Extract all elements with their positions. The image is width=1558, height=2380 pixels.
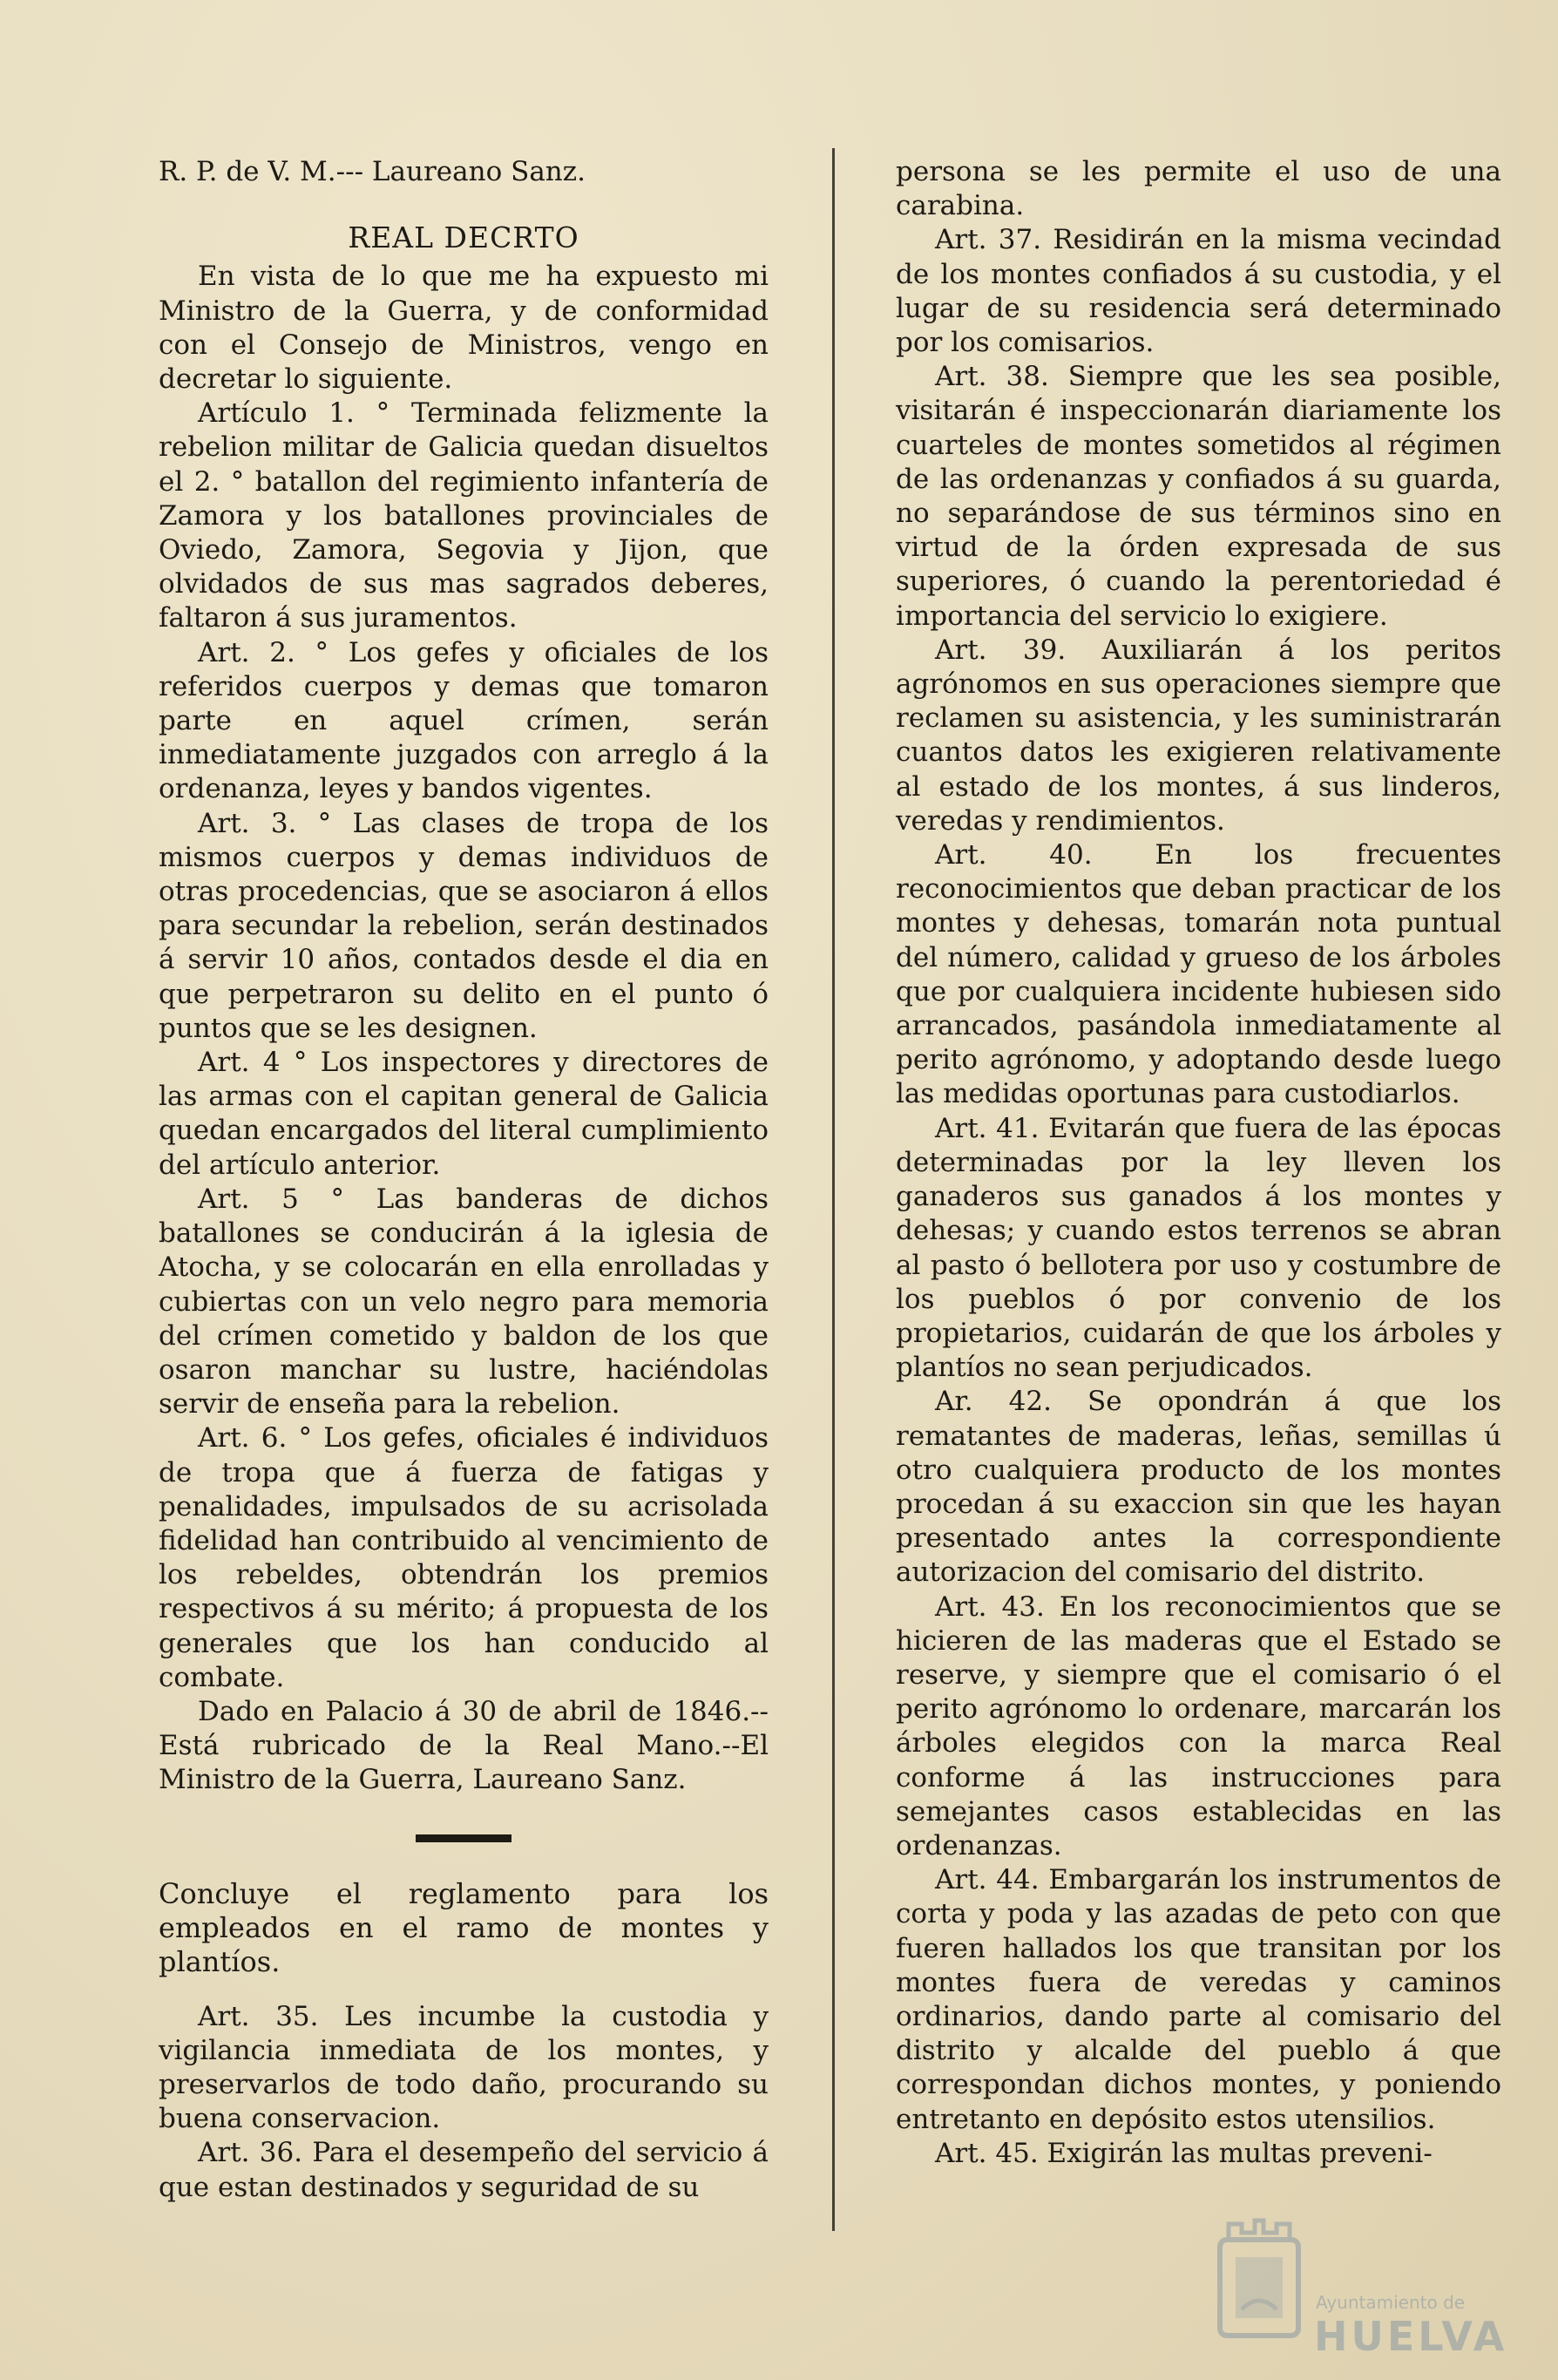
section-divider [416, 1834, 511, 1842]
decree-paragraph: Artículo 1. ° Terminada felizmente la rebelion militar de Galicia quedan disueltos el 2. ° batallon del regimiento infantería de Zamora y los batallones provinciales de Oviedo, Zamora, Segovia y Jijon, que olvidados de sus mas sagrados deberes, faltaron á sus juramentos. [159, 397, 769, 634]
regulation-paragraph: persona se les permite el uso de una carabina. [896, 156, 1501, 222]
decree-paragraph: Art. 2. ° Los gefes y oficiales de los referidos cuerpos y demas que tomaron parte en aquel crímen, serán inmediatamente juzgados con arreglo á la ordenanza, leyes y bandos vigentes. [159, 636, 769, 805]
regulation-paragraph: Art. 37. Residirán en la misma vecindad de los montes confiados á su custodia, y el lugar de su residencia será determinado por los comisarios. [896, 224, 1501, 359]
signature-line: R. P. de V. M.--- Laureano Sanz. [159, 156, 586, 187]
decree-paragraph: En vista de lo que me ha expuesto mi Ministro de la Guerra, y de conformidad con el Consejo de Ministros, vengo en decretar lo siguiente. [159, 261, 769, 396]
archive-watermark [1202, 2205, 1508, 2362]
decree-paragraph: Art. 4 ° Los inspectores y directores de las armas con el capitan general de Galicia quedan encargados del literal cumplimiento del artículo anterior. [159, 1047, 769, 1181]
regulation-paragraph: Art. 38. Siempre que les sea posible, visitarán é inspeccionarán diariamente los cuarteles de montes sometidos al régimen de las ordenanzas y confiados á su guarda, no separándose de sus términos sino en virtud de la órden expresada de sus superiores, ó cuando la perentoriedad é importancia del servicio lo exigiere. [896, 361, 1501, 632]
decree-paragraph: Dado en Palacio á 30 de abril de 1846.-- Está rubricado de la Real Mano.--El Ministro de la Guerra, Laureano Sanz. [159, 1695, 769, 1796]
section-heading: Concluye el reglamento para los empleados en el ramo de montes y plantíos. [159, 1876, 769, 1978]
left-column [159, 155, 769, 2205]
decree-paragraph: Art. 5 ° Las banderas de dichos batallones se conducirán á la iglesia de Atocha, y se colocarán en ella enrolladas y cubiertas con un velo negro para memoria del crímen cometido y baldon de los que osaron manchar su lustre, haciéndolas servir de enseña para la rebelion. [159, 1183, 769, 1421]
decree-title: REAL DECRTO [348, 220, 579, 255]
regulation-paragraph: Art. 45. Exigirán las multas preveni- [935, 2137, 1433, 2169]
regulation-paragraph: Art. 35. Les incumbe la custodia y vigilancia inmediata de los montes, y preservarlos de todo daño, procurando su buena conservacion. [159, 2000, 769, 2135]
regulation-body-left [159, 2000, 769, 2205]
watermark-line2: HUELVA [1314, 2313, 1508, 2360]
right-column [896, 155, 1501, 2171]
regulation-paragraph: Art. 39. Auxiliarán á los peritos agrónomos en sus operaciones siempre que reclamen su asistencia, y les suministrarán cuantos datos les exigieren relativamente al estado de los montes, á sus linderos, veredas y rendimientos. [896, 634, 1501, 837]
regulation-paragraph: Art. 44. Embargarán los instrumentos de corta y poda y las azadas de peto con que fueren hallados los que transitan por los montes fuera de veredas y caminos ordinarios, dando parte al comisario del distrito y alcalde del pueblo á que correspondan dichos montes, y poniendo entretanto en depósito estos utensilios. [896, 1864, 1501, 2135]
regulation-paragraph: Art. 40. En los frecuentes reconocimientos que deban practicar de los montes y dehesas, tomarán nota puntual del número, calidad y grueso de los árboles que por cualquiera incidente hubiesen sido arrancados, pasándola inmediatamente al perito agrónomo, y adoptando desde luego las medidas oportunas para custodiarlos. [896, 839, 1501, 1110]
shield-icon [1211, 2214, 1307, 2353]
regulation-paragraph: Art. 43. En los reconocimientos que se hicieren de las maderas que el Estado se reserve, y siempre que el comisario ó el perito agrónomo lo ordenare, marcarán los árboles elegidos con la marca Real conforme á las instrucciones para semejantes casos establecidas en las ordenanzas. [896, 1590, 1501, 1861]
decree-paragraph: Art. 3. ° Las clases de tropa de los mismos cuerpos y demas individuos de otras procedencias, que se asociaron á ellos para secundar la rebelion, serán destinados á servir 10 años, contados desde el dia en que perpetraron su delito en el punto ó puntos que se les designen. [159, 807, 769, 1044]
decree-body [159, 260, 769, 1797]
regulation-paragraph: Ar. 42. Se opondrán á que los rematantes de maderas, leñas, semillas ú otro cualquiera producto de los montes procedan á su exaccion sin que les hayan presentado antes la correspondiente autorizacion del comisario del distrito. [896, 1386, 1501, 1589]
regulation-paragraph: Art. 41. Evitarán que fuera de las épocas determinadas por la ley lleven los ganaderos sus ganados á los montes y dehesas; y cuando estos terrenos se abran al pasto ó bellotera por uso y costumbre de los pueblos ó por convenio de los propietarios, cuidarán de que los árboles y plantíos no sean perjudicados. [896, 1112, 1501, 1384]
column-divider [832, 148, 835, 2231]
watermark-line1: Ayuntamiento de [1316, 2292, 1466, 2313]
regulation-paragraph: Art. 36. Para el desempeño del servicio á que estan destinados y seguridad de su [159, 2137, 769, 2203]
decree-paragraph: Art. 6. ° Los gefes, oficiales é individuos de tropa que á fuerza de fatigas y penalidades, impulsados de su acrisolada fidelidad han contribuido al vencimiento de los rebeldes, obtendrán los premios respectivos á su mérito; á propuesta de los generales que los han conducido al combate. [159, 1422, 769, 1693]
